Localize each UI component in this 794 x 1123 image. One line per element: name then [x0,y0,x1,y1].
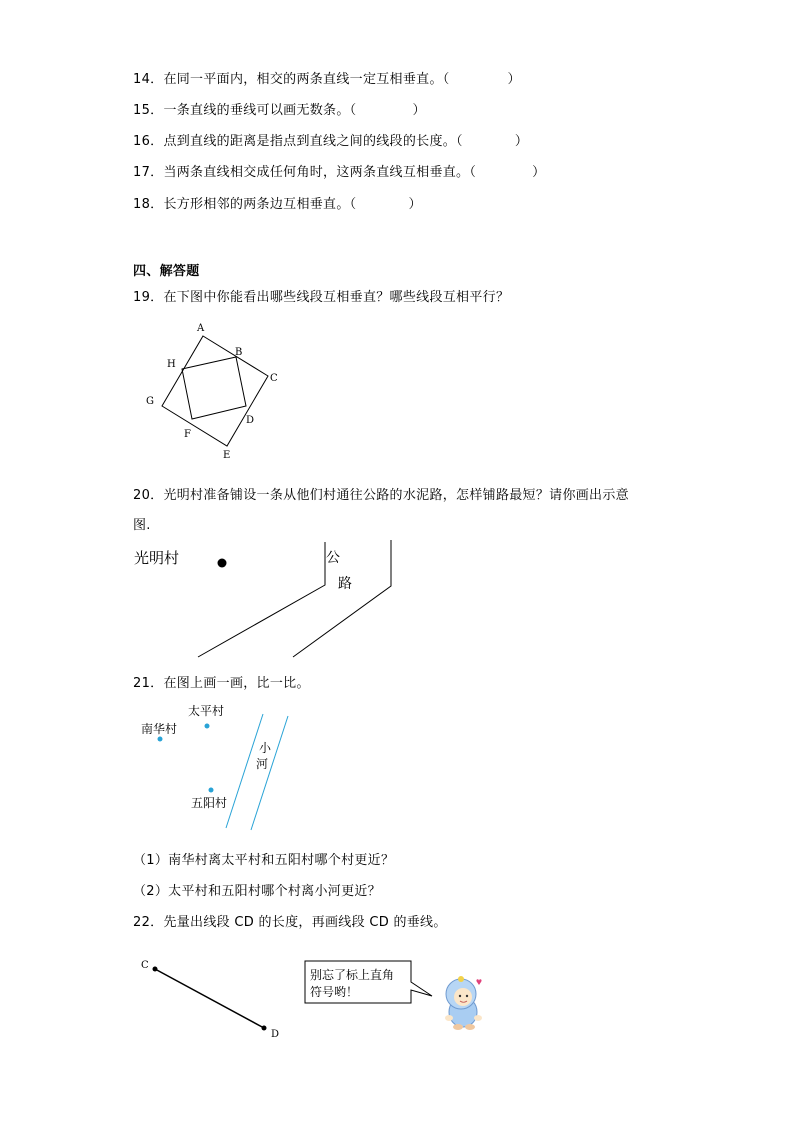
point-label-c: C [141,960,149,971]
question-16-close: ） [514,134,529,149]
point-label-g: G [146,396,154,407]
bubble-text-line1: 别忘了标上直角 [310,968,395,982]
heart-icon [476,979,481,985]
village-dot-guangming[interactable] [218,559,227,568]
point-label-h: H [167,359,176,370]
village-label-wuyang: 五阳村 [191,796,228,810]
river-label-char2: 河 [256,757,269,771]
segment-cd [155,969,264,1028]
cartoon-character-icon [445,976,482,1030]
point-c-dot[interactable] [153,967,158,972]
question-15-text: 15．一条直线的垂线可以画无数条。（ [133,103,357,118]
village-label-nanhua: 南华村 [141,722,178,736]
bubble-text-line2: 符号哟！ [310,985,359,999]
road-right-edge [293,540,391,657]
point-label-c: C [270,373,278,384]
village-dot-nanhua[interactable] [158,737,163,742]
village-dot-wuyang[interactable] [209,788,214,793]
road-left-edge [198,542,325,657]
point-label-d: D [271,1029,280,1040]
road-label-char1: 公 [326,550,340,566]
question-18-text: 18．长方形相邻的两条边互相垂直。（ [133,197,357,212]
question-17-close: ） [532,165,546,180]
point-label-d: D [246,415,255,426]
question-18-close: ） [408,197,422,212]
question-21-text: 21．在图上画一画，比一比。 [133,676,310,691]
river-label-char1: 小 [259,741,272,755]
question-21-sub1: （1）南华村离太平村和五阳村哪个村更近？ [133,853,395,868]
question-16-text: 16．点到直线的距离是指点到直线之间的线段的长度。（ [133,134,463,149]
section-heading: 四、解答题 [133,264,200,279]
q22-figure [141,960,482,1040]
question-22-text: 22．先量出线段 CD 的长度，再画线段 CD 的垂线。 [133,915,447,930]
q19-figure [162,336,268,446]
inner-square [182,357,246,419]
point-label-e: E [223,450,231,461]
outer-square [162,336,268,446]
point-d-dot[interactable] [262,1026,267,1031]
point-label-a: A [197,323,205,334]
question-20-text-line2: 图. [133,518,151,533]
point-label-b: B [235,347,243,358]
road-label-char2: 路 [338,576,352,592]
question-20-text-line1: 20．光明村准备铺设一条从他们村通往公路的水泥路，怎样铺路最短？请你画出示意 [133,488,629,503]
question-14-text: 14．在同一平面内，相交的两条直线一定互相垂直。（ [133,72,450,87]
village-label-guangming: 光明村 [134,549,180,567]
point-label-f: F [184,429,191,440]
q21-figure [141,703,288,830]
question-21-sub2: （2）太平村和五阳村哪个村离小河更近？ [133,884,381,899]
village-label-taiping: 太平村 [188,704,225,718]
question-15-close: ） [412,103,426,118]
village-dot-taiping[interactable] [205,724,210,729]
q20-figure [134,540,391,657]
question-17-text: 17．当两条直线相交成任何角时，这两条直线互相垂直。（ [133,165,477,180]
question-19-text: 19．在下图中你能看出哪些线段互相垂直？哪些线段互相平行？ [133,290,510,305]
question-14-close: ） [507,72,521,87]
